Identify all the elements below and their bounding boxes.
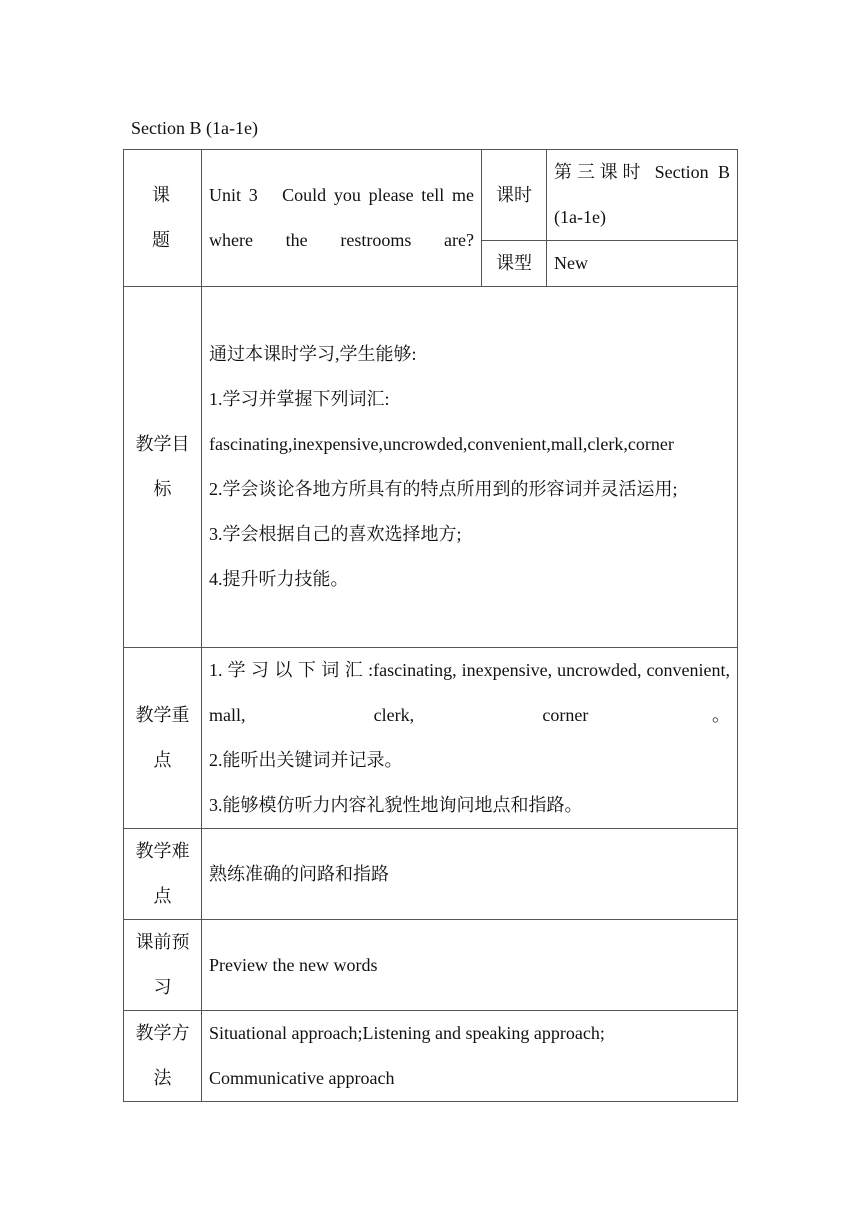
objectives-line: 4.提升听力技能。 [209, 569, 349, 589]
key-points-label: 教学重点 [124, 648, 202, 829]
period-label: 课时 [482, 150, 547, 241]
topic-row [124, 150, 738, 241]
objectives-vocab-line: fascinating,inexpensive,uncrowded,convenient,mall,clerk,corner [209, 434, 674, 454]
objectives-row [124, 287, 738, 648]
key-points-content [202, 648, 738, 829]
key-points-row [124, 648, 738, 829]
objectives-line: 2.学会谈论各地方所具有的特点所用到的形容词并灵活运用; [209, 479, 678, 499]
objectives-label: 教学目标 [124, 287, 202, 648]
preview-value: Preview the new words [202, 920, 738, 1011]
difficulties-row [124, 829, 738, 920]
preview-label: 课前预习 [124, 920, 202, 1011]
difficulties-value: 熟练准确的问路和指路 [202, 829, 738, 920]
period-value [547, 150, 738, 241]
period-text: 第三课时 Section B (1a-1e) [554, 162, 730, 227]
objectives-line: 通过本课时学习,学生能够: [209, 344, 417, 364]
methods-content [202, 1011, 738, 1102]
methods-label: 教学方法 [124, 1011, 202, 1102]
type-value: New [547, 241, 738, 287]
preview-row [124, 920, 738, 1011]
topic-text: Unit 3 Could you please tell me where the restrooms are? [209, 185, 474, 250]
key-points-line: 3.能够模仿听力内容礼貌性地询问地点和指路。 [209, 795, 583, 815]
key-points-line: 1. 学 习 以 下 词 汇 :fascinating, inexpensive, uncrowded, convenient, mall, clerk, corner。 [209, 660, 730, 725]
methods-line: Situational approach;Listening and speaking approach; [209, 1023, 605, 1043]
objectives-line: 3.学会根据自己的喜欢选择地方; [209, 524, 462, 544]
topic-label: 课 题 [124, 150, 202, 287]
section-heading: Section B (1a-1e) [131, 118, 258, 138]
methods-row [124, 1011, 738, 1102]
key-points-line: 2.能听出关键词并记录。 [209, 750, 403, 770]
difficulties-label: 教学难点 [124, 829, 202, 920]
objectives-content [202, 287, 738, 648]
lesson-plan-table [123, 149, 738, 1102]
type-label: 课型 [482, 241, 547, 287]
topic-value [202, 150, 482, 287]
methods-line: Communicative approach [209, 1068, 395, 1088]
objectives-line: 1.学习并掌握下列词汇: [209, 389, 390, 409]
